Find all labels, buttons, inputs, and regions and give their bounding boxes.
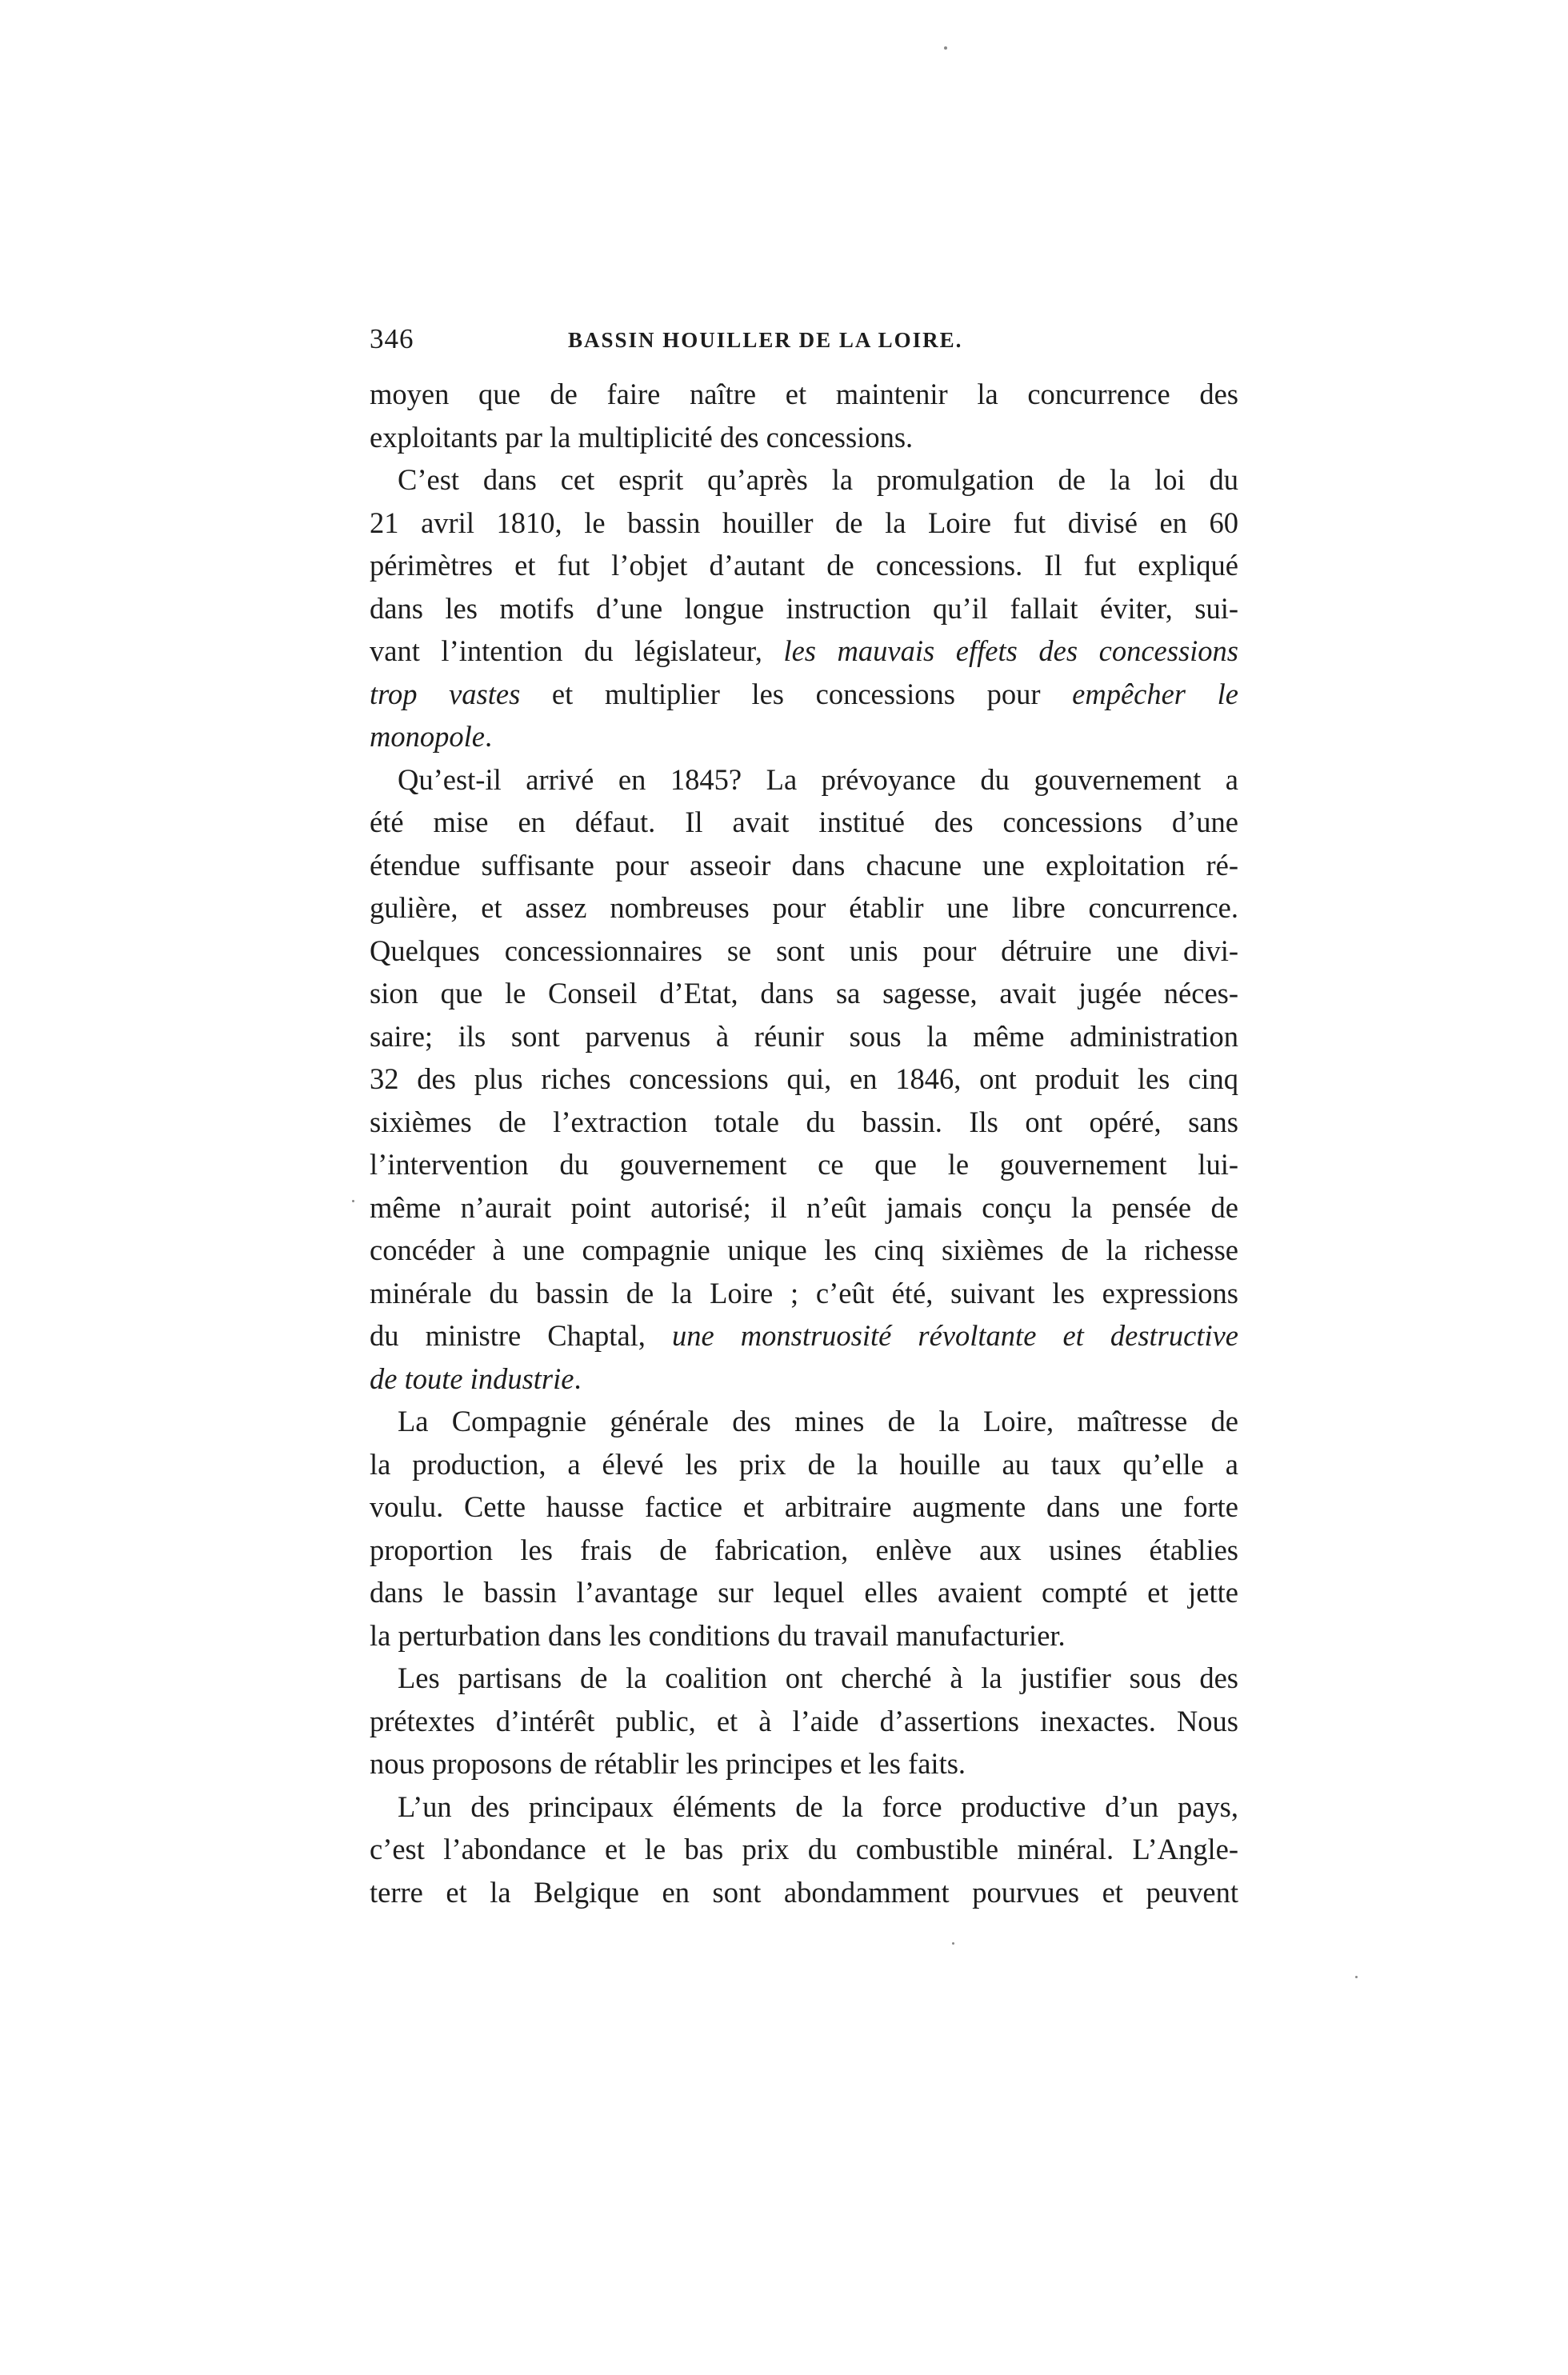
text-line bbox=[370, 1828, 1238, 1871]
text-segment: l’intervention du gouvernement ce que le gouvernement lui- bbox=[370, 1148, 1238, 1181]
text-segment: et multiplier les concessions pour bbox=[520, 677, 1073, 710]
text-segment: Quelques concessionnaires se sont unis pour détruire une divi- bbox=[370, 934, 1238, 967]
text-line bbox=[370, 758, 1238, 802]
paper-speck bbox=[952, 1942, 954, 1945]
text-line bbox=[370, 1101, 1238, 1144]
text-line bbox=[370, 1571, 1238, 1614]
text-segment: périmètres et fut l’objet d’autant de concessions. Il fut expliqué bbox=[370, 549, 1238, 582]
text-segment: gulière, et assez nombreuses pour établir une libre concurrence. bbox=[370, 891, 1238, 924]
text-segment: minérale du bassin de la Loire ; c’eût été, suivant les expressions bbox=[370, 1276, 1238, 1309]
body-text bbox=[370, 373, 1238, 1913]
text-line bbox=[370, 1186, 1238, 1229]
text-line bbox=[370, 1700, 1238, 1743]
text-line bbox=[370, 458, 1238, 502]
text-segment: La Compagnie générale des mines de la Loire, maîtresse de bbox=[398, 1405, 1238, 1437]
text-segment: proportion les frais de fabrication, enlève aux usines établies bbox=[370, 1533, 1238, 1566]
text-line bbox=[370, 1015, 1238, 1058]
text-line bbox=[370, 630, 1238, 673]
text-line bbox=[370, 1742, 1238, 1785]
text-line bbox=[370, 715, 1238, 758]
text-segment: . bbox=[484, 720, 493, 753]
text-segment: 21 avril 1810, le bassin houiller de la Loire fut divisé en 60 bbox=[370, 506, 1238, 539]
text-line bbox=[370, 1357, 1238, 1401]
text-line bbox=[370, 972, 1238, 1015]
text-line bbox=[370, 587, 1238, 630]
text-segment: L’un des principaux éléments de la force productive d’un pays, bbox=[398, 1789, 1238, 1823]
text-line bbox=[370, 1614, 1238, 1657]
text-segment: c’est l’abondance et le bas prix du combustible minéral. L’Angle- bbox=[370, 1833, 1238, 1865]
text-segment: Les partisans de la coalition ont cherché à la justifier sous des bbox=[398, 1661, 1238, 1694]
paper-speck bbox=[944, 46, 947, 50]
italic-text: trop vastes bbox=[370, 677, 521, 710]
text-segment: terre et la Belgique en sont abondamment pourvues et peuvent bbox=[370, 1875, 1238, 1909]
text-segment: 32 des plus riches concessions qui, en 1846, ont produit les cinq bbox=[370, 1062, 1238, 1095]
text-line bbox=[370, 1529, 1238, 1572]
text-line bbox=[370, 930, 1238, 973]
text-segment: voulu. Cette hausse factice et arbitraire augmente dans une forte bbox=[370, 1490, 1238, 1523]
text-line bbox=[370, 1657, 1238, 1700]
text-line bbox=[370, 1871, 1238, 1914]
text-segment: été mise en défaut. Il avait institué des concessions d’une bbox=[370, 806, 1238, 838]
text-segment: la perturbation dans les conditions du travail manufacturier. bbox=[370, 1618, 1066, 1652]
page-number: 346 bbox=[370, 323, 414, 354]
page-header bbox=[370, 323, 1238, 373]
text-line bbox=[370, 1443, 1238, 1486]
text-segment: la production, a élevé les prix de la houille au taux qu’elle a bbox=[370, 1447, 1238, 1481]
text-segment: même n’aurait point autorisé; il n’eût jamais conçu la pensée de bbox=[370, 1190, 1238, 1224]
text-segment: nous proposons de rétablir les principes et les faits. bbox=[370, 1747, 966, 1780]
text-segment: concéder à une compagnie unique les cinq sixièmes de la richesse bbox=[370, 1233, 1238, 1266]
text-line bbox=[370, 1272, 1238, 1315]
text-line bbox=[370, 1143, 1238, 1186]
text-segment: étendue suffisante pour asseoir dans chacune une exploitation ré- bbox=[370, 848, 1238, 882]
text-segment: moyen que de faire naître et maintenir la concurrence des bbox=[370, 378, 1238, 410]
text-line bbox=[370, 886, 1238, 930]
italic-text: une monstruosité révoltante et destructive bbox=[671, 1319, 1239, 1352]
text-block bbox=[370, 323, 1238, 1913]
text-line bbox=[370, 801, 1238, 844]
text-line bbox=[370, 1785, 1238, 1829]
italic-text: empêcher le bbox=[1072, 677, 1238, 710]
text-line bbox=[370, 416, 1238, 459]
text-segment: exploitants par la multiplicité des concessions. bbox=[370, 420, 914, 454]
text-line bbox=[370, 373, 1238, 416]
italic-text: de toute industrie bbox=[370, 1361, 574, 1395]
text-segment: prétextes d’intérêt public, et à l’aide d’assertions inexactes. Nous bbox=[370, 1704, 1238, 1737]
paper-speck bbox=[352, 1200, 354, 1202]
text-line bbox=[370, 1400, 1238, 1443]
italic-text: monopole bbox=[370, 720, 485, 753]
text-segment: du ministre Chaptal, bbox=[370, 1319, 672, 1352]
text-segment: dans les motifs d’une longue instruction qu’il fallait éviter, sui- bbox=[370, 591, 1238, 625]
text-segment: sion que le Conseil d’Etat, dans sa sagesse, avait jugée néces- bbox=[370, 977, 1238, 1010]
text-segment: dans le bassin l’avantage sur lequel elles avaient compté et jette bbox=[370, 1576, 1238, 1609]
text-segment: . bbox=[574, 1361, 582, 1395]
text-line bbox=[370, 1229, 1238, 1272]
text-line bbox=[370, 1314, 1238, 1357]
text-segment: saire; ils sont parvenus à réunir sous la même administration bbox=[370, 1019, 1238, 1053]
text-line bbox=[370, 673, 1238, 716]
text-line bbox=[370, 544, 1238, 587]
text-segment: C’est dans cet esprit qu’après la promulgation de la loi du bbox=[398, 463, 1238, 496]
text-line bbox=[370, 844, 1238, 887]
text-segment: Qu’est-il arrivé en 1845? La prévoyance du gouvernement a bbox=[398, 762, 1238, 796]
text-segment: vant l’intention du législateur, bbox=[370, 634, 784, 667]
text-line bbox=[370, 1485, 1238, 1529]
text-line bbox=[370, 1058, 1238, 1101]
running-title: BASSIN HOUILLER DE LA LOIRE. bbox=[568, 328, 963, 352]
italic-text: les mauvais effets des concessions bbox=[783, 634, 1238, 667]
paper-speck bbox=[1355, 1976, 1358, 1978]
text-segment: sixièmes de l’extraction totale du bassin. Ils ont opéré, sans bbox=[370, 1105, 1238, 1138]
text-line bbox=[370, 502, 1238, 545]
